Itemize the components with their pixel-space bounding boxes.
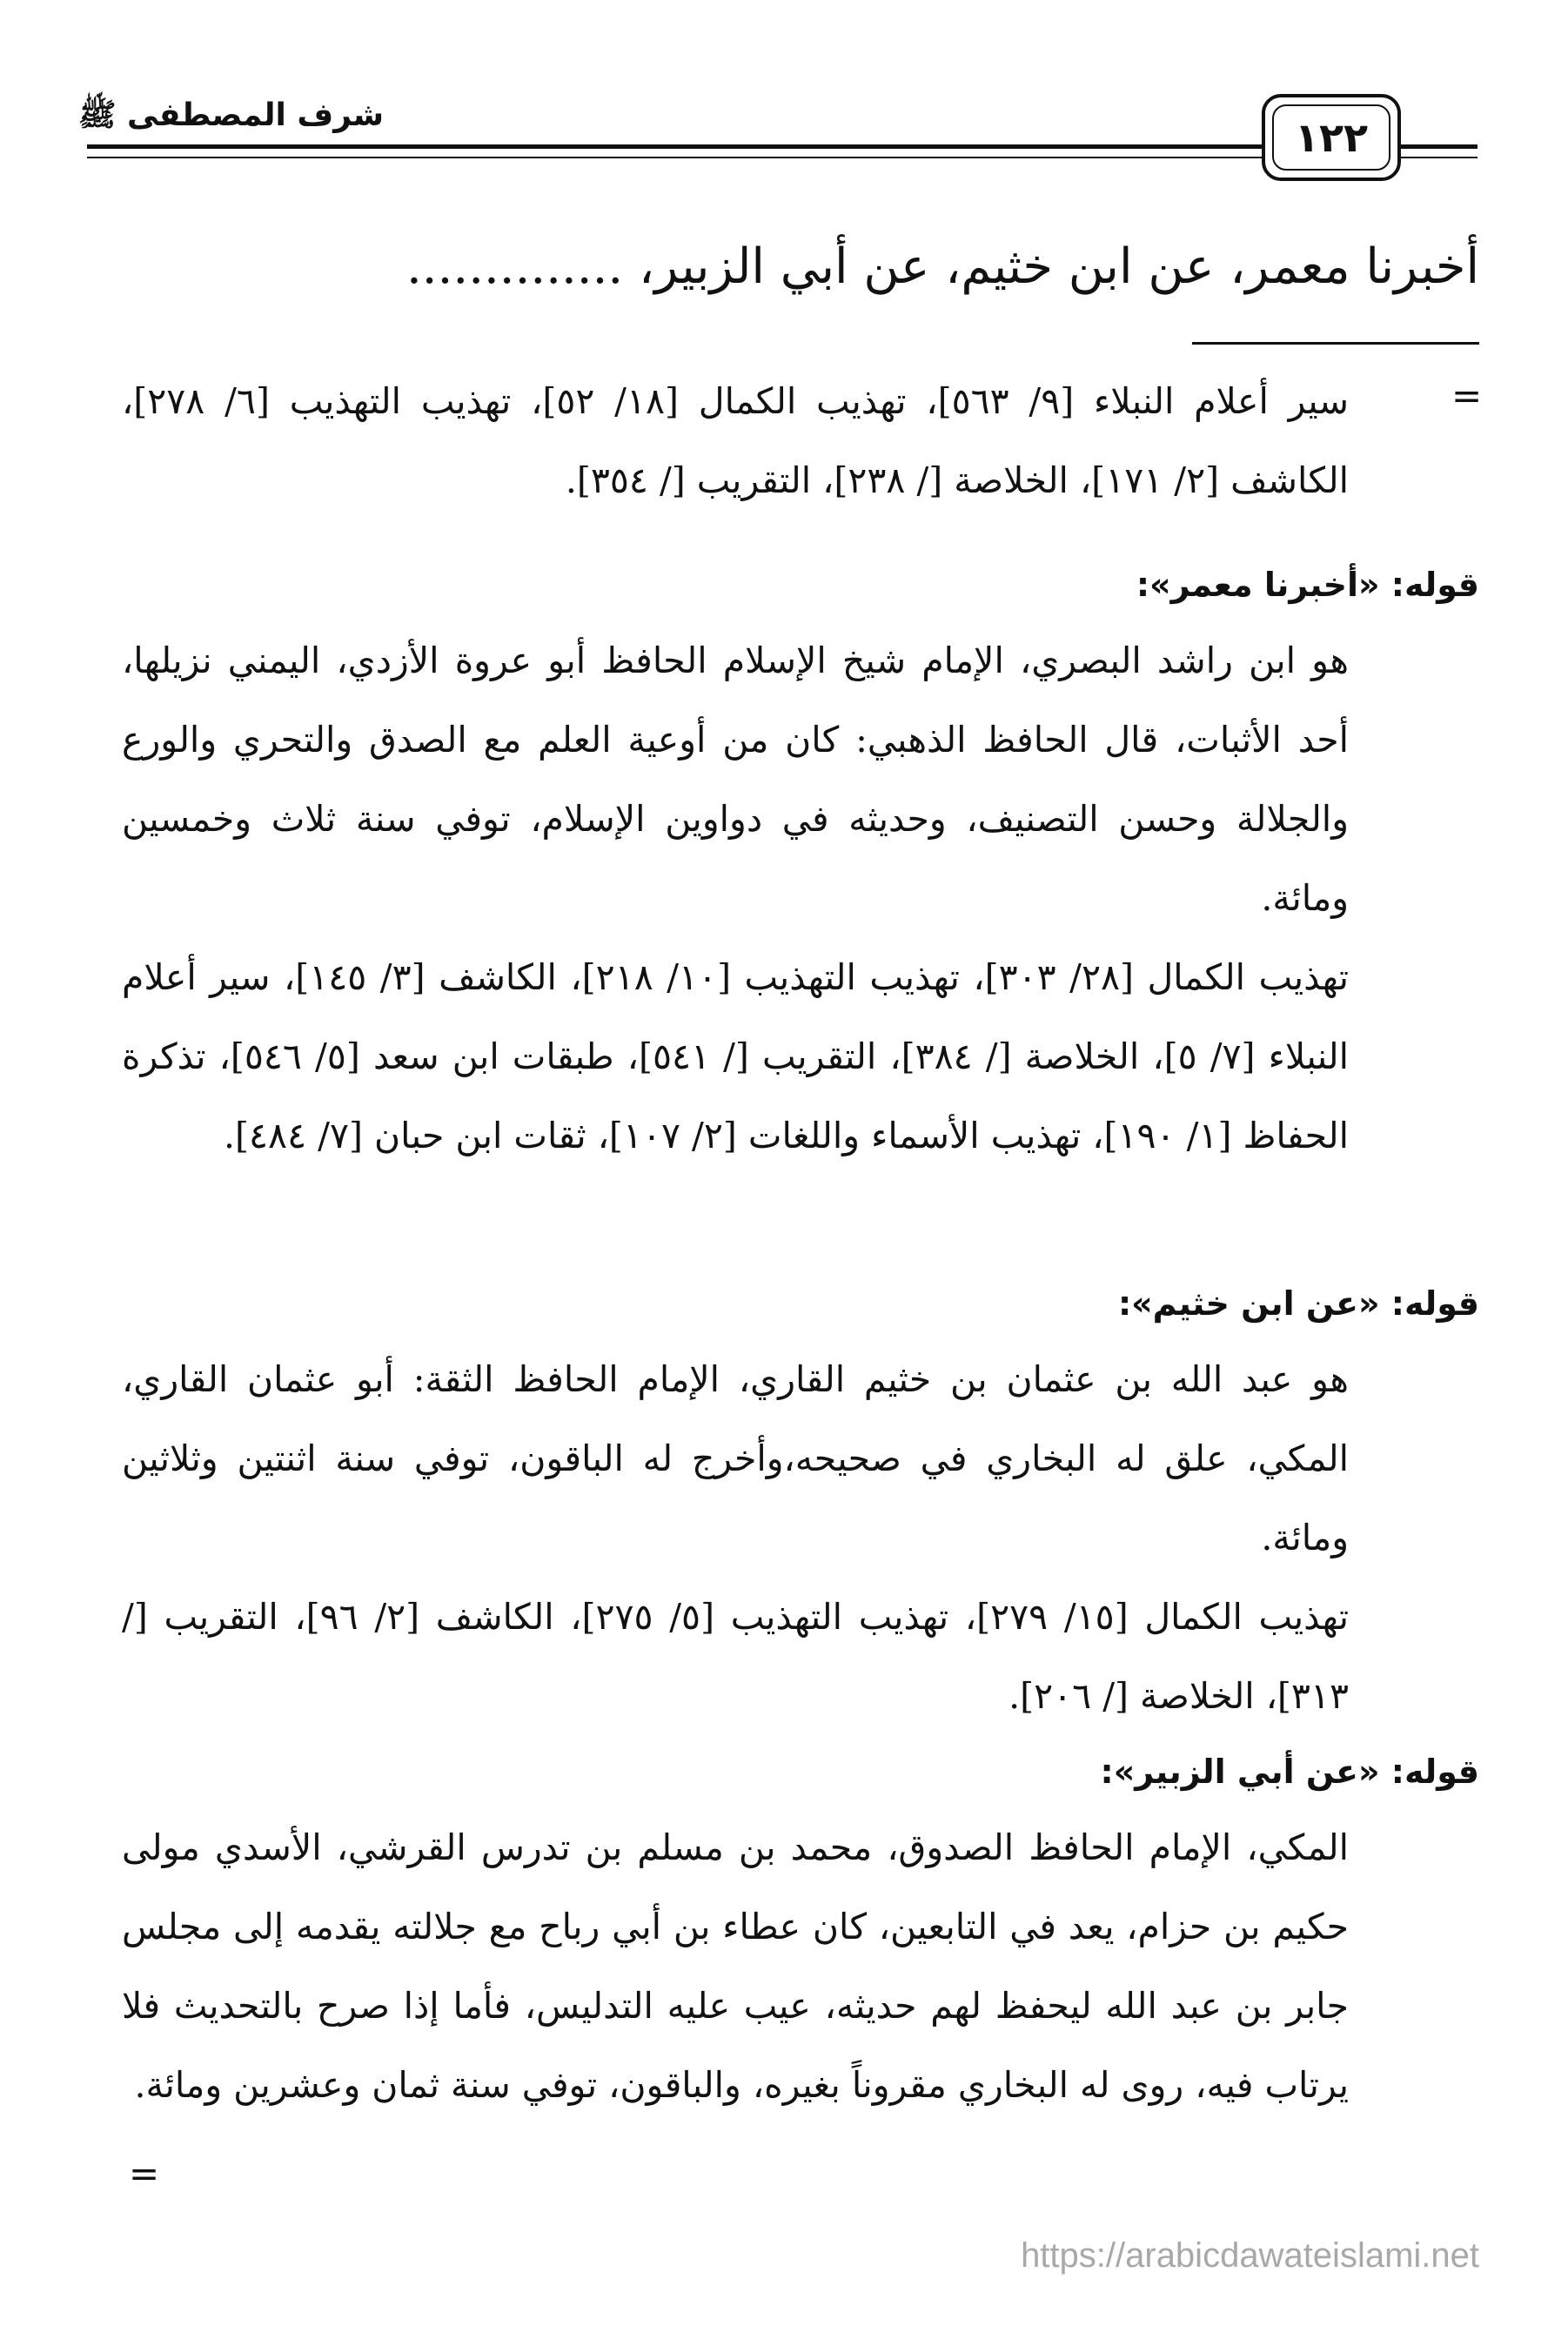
watermark-url: https://arabicdawateislami.net: [1021, 2236, 1479, 2275]
note-heading-abu-zubayr: قوله: «عن أبي الزبير»:: [1100, 1753, 1479, 1791]
header-rule-thick: [87, 144, 1264, 149]
book-title: شرف المصطفى ﷺ: [78, 97, 385, 133]
note-paragraph: المكي، الإمام الحافظ الصدوق، محمد بن مسلم بن تدرس القرشي، الأسدي مولى حكيم بن حزام، يعد في التابعين، كان عطاء بن أبي رباح مع جلالته يقدمه إلى مجلس جابر بن عبد الله ليحفظ لهم حديثه، عيب عليه التدليس، فأما إذا صرح بالتحديث فلا يرتاب فيه، روى له البخاري مقروناً بغيره، والباقون، توفي سنة ثمان وعشرين ومائة.: [122, 1827, 1349, 2106]
header-rule-thin: [87, 157, 1264, 158]
continuation-marker: =: [129, 2152, 160, 2195]
header-rule-tail-thick: [1399, 144, 1478, 149]
note-body-abu-zubayr: [122, 1808, 1349, 2125]
note-body-mamar: [122, 621, 1349, 1176]
main-text: أخبرنا معمر، عن ابن خثيم، عن أبي الزبير، ..............: [405, 238, 1479, 295]
note-body-ibn-khuthaym: [122, 1340, 1349, 1736]
note-references: تهذيب الكمال [٢٨/ ٣٠٣]، تهذيب التهذيب [١٠/ ٢١٨]، الكاشف [٣/ ١٤٥]، سير أعلام النبلاء [٧/ ٥]، الخلاصة [/ ٣٨٤]، التقريب [/ ٥٤١]، طبقات ابن سعد [٥/ ٥٤٦]، تذكرة الحفاظ [١/ ١٩٠]، تهذيب الأسماء واللغات [٢/ ١٠٧]، ثقات ابن حبان [٧/ ٤٨٤].: [122, 956, 1349, 1156]
continuation-marker: =: [1451, 374, 1483, 417]
note-paragraph: هو عبد الله بن عثمان بن خثيم القاري، الإمام الحافظ الثقة: أبو عثمان القاري، المكي، علق له البخاري في صحيحه،وأخرج له الباقون، توفي سنة اثنتين وثلاثين ومائة.: [122, 1358, 1349, 1558]
header-rule-tail-thin: [1399, 157, 1478, 158]
note-heading-mamar: قوله: «أخبرنا معمر»:: [1136, 566, 1479, 604]
note-references: تهذيب الكمال [١٥/ ٢٧٩]، تهذيب التهذيب [٥/ ٢٧٥]، الكاشف [٢/ ٩٦]، التقريب [/ ٣١٣]، الخلاصة [/ ٢٠٦].: [122, 1596, 1349, 1717]
footnote-continued-text: سير أعلام النبلاء [٩/ ٥٦٣]، تهذيب الكمال [١٨/ ٥٢]، تهذيب التهذيب [٦/ ٢٧٨]، الكاشف [٢/ ١٧١]، الخلاصة [/ ٢٣٨]، التقريب [/ ٣٥٤].: [122, 380, 1349, 501]
footnote-continued: [122, 362, 1349, 520]
page-number: ١٢٢: [1272, 104, 1390, 171]
note-heading-ibn-khuthaym: قوله: «عن ابن خثيم»:: [1117, 1284, 1479, 1323]
footnote-separator: [1192, 342, 1479, 345]
note-paragraph: هو ابن راشد البصري، الإمام شيخ الإسلام الحافظ أبو عروة الأزدي، اليمني نزيلها، أحد الأثبات، قال الحافظ الذهبي: كان من أوعية العلم مع الصدق والتحري والورع والجلالة وحسن التصنيف، وحديثه في دواوين الإسلام، توفي سنة ثلاث وخمسين ومائة.: [122, 640, 1349, 919]
